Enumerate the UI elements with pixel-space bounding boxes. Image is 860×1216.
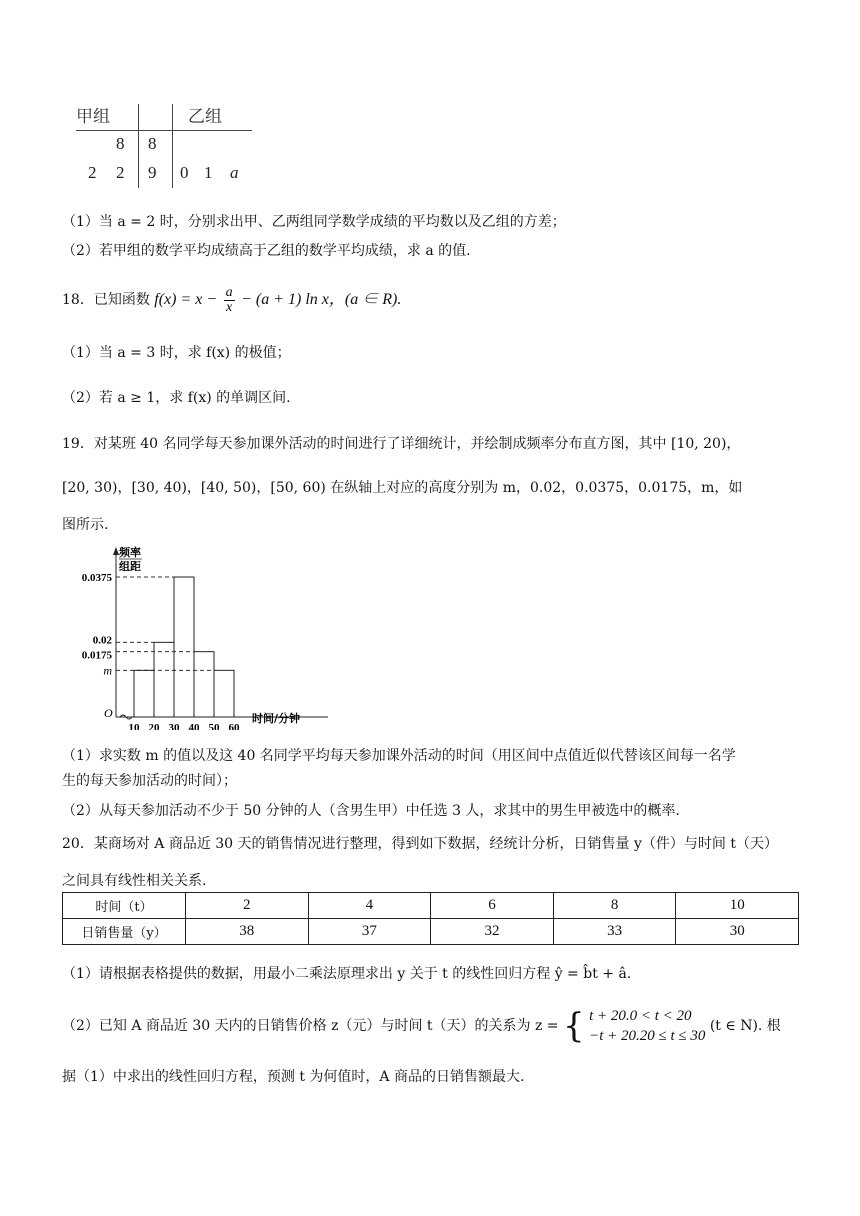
stem-leaf-leaf: 2: [116, 163, 125, 182]
q18-fraction-denominator: x: [226, 299, 233, 315]
table-cell: 32: [431, 919, 554, 945]
stem-leaf-header-right: 乙组: [188, 107, 222, 127]
stem-leaf-header-left: 甲组: [76, 107, 110, 127]
histogram-bar: [174, 577, 194, 717]
q17-part2: （2）若甲组的数学平均成绩高于乙组的数学平均成绩，求 a 的值.: [62, 243, 471, 259]
table-cell: 8: [553, 893, 676, 919]
x-tick-label: 30: [168, 722, 180, 730]
q18-stem: [62, 283, 401, 317]
x-tick-label: 50: [208, 722, 220, 730]
q19-line1: 19．对某班 40 名同学每天参加课外活动的时间进行了详细统计，并绘制成频率分布直方图，其中 [10, 20)，: [62, 436, 741, 452]
histogram-bar: [154, 642, 174, 717]
table-cell: 33: [553, 919, 676, 945]
q20-part2-text: （2）已知 A 商品近 30 天内的日销售价格 z（元）与时间 t（天）的关系为 z =: [62, 1018, 559, 1034]
q18-function-rest: − (a + 1) ln x，(a ∈ R).: [241, 291, 402, 308]
stem-leaf-leaf: 8: [116, 134, 125, 153]
table-header-sales: 日销售量（y）: [63, 919, 186, 945]
piecewise-brace: {: [563, 1006, 585, 1046]
y-tick-label: 0.0175: [81, 649, 112, 662]
stem-leaf-divider-left: [138, 104, 139, 188]
x-tick-label: 40: [188, 722, 200, 730]
table-cell: 10: [676, 893, 799, 919]
q20-line2: 之间具有线性相关关系.: [62, 873, 207, 889]
table-row: [63, 893, 799, 919]
table-cell: 30: [676, 919, 799, 945]
piecewise-cases: [589, 1006, 705, 1046]
q19-line3: 图所示.: [62, 517, 109, 533]
table-cell: 38: [186, 919, 309, 945]
q20-line1: 20．某商场对 A 商品近 30 天的销售情况进行整理，得到如下数据，经统计分析，日销售量 y（件）与时间 t（天）: [62, 836, 778, 852]
stem-leaf-stem: 9: [148, 163, 157, 182]
table-header-time: 时间（t）: [63, 893, 186, 919]
y-tick-label: m: [103, 663, 112, 678]
stem-leaf-leaf: a: [230, 163, 239, 182]
table-row: [63, 919, 799, 945]
y-tick-label: 0.02: [92, 634, 112, 647]
q19-part1-line2: 生的每天参加活动的时间）；: [62, 773, 237, 789]
q20-part1: （1）请根据表格提供的数据，用最小二乘法原理求出 y 关于 t 的线性回归方程 ŷ = b̂t + â.: [62, 966, 632, 982]
stem-leaf-leaf: 2: [88, 163, 97, 182]
x-tick-label: 10: [128, 722, 140, 730]
table-cell: 37: [308, 919, 431, 945]
stem-leaf-leaf: 0: [180, 163, 189, 182]
q19-part1-line1: （1）求实数 m 的值以及这 40 名同学平均每天参加课外活动的时间（用区间中点值近似代替该区间每一名学: [62, 748, 736, 764]
stem-leaf-stem: 8: [148, 134, 157, 153]
x-tick-label: 60: [228, 722, 240, 730]
stem-leaf-divider-right: [172, 104, 173, 188]
q18-part2: （2）若 a ≥ 1，求 f(x) 的单调区间.: [62, 390, 291, 406]
x-axis-label: 时间/分钟: [252, 712, 301, 725]
q20-part2: [62, 1004, 781, 1048]
y-label-bottom: 组距: [119, 560, 141, 573]
table-cell: 6: [431, 893, 554, 919]
q18-part1: （1）当 a = 3 时，求 f(x) 的极值；: [62, 345, 291, 361]
q17-part1: （1）当 a = 2 时，分别求出甲、乙两组同学数学成绩的平均数以及乙组的方差；: [62, 214, 566, 230]
piecewise-case-1: t + 20.0 < t < 20: [589, 1008, 692, 1024]
q18-function-lhs: f(x) = x −: [154, 291, 218, 308]
q20-part2-continued: 据（1）中求出的线性回归方程，预测 t 为何值时，A 商品的日销售额最大.: [62, 1069, 525, 1085]
origin-label: O: [104, 706, 113, 720]
histogram-bar: [194, 652, 214, 717]
sales-table: [62, 892, 799, 945]
q18-fraction: [224, 286, 235, 315]
y-label-top: 频率: [119, 546, 141, 559]
histogram-bar: [134, 670, 154, 717]
q19-part2: （2）从每天参加活动不少于 50 分钟的人（含男生甲）中任选 3 人，求其中的男生甲被选中的概率.: [62, 803, 680, 819]
q18-intro: 18．已知函数: [62, 292, 150, 308]
piecewise-case-2: −t + 20.20 ≤ t ≤ 30: [589, 1028, 706, 1044]
q18-fraction-numerator: a: [225, 284, 233, 300]
histogram-chart: [66, 545, 346, 730]
x-tick-label: 20: [148, 722, 160, 730]
y-tick-label: 0.0375: [81, 572, 112, 584]
q20-part2-text-end: (t ∈ N). 根: [709, 1018, 781, 1034]
stem-leaf-header-line: [76, 130, 252, 131]
stem-leaf-plot: [76, 100, 256, 190]
stem-leaf-leaf: 1: [204, 163, 213, 182]
table-cell: 4: [308, 893, 431, 919]
table-cell: 2: [186, 893, 309, 919]
q19-line2: [20, 30)，[30, 40)，[40, 50)，[50, 60) 在纵轴上对应的高度分别为 m，0.02，0.0375，0.0175，m，如: [62, 480, 743, 496]
histogram-bar: [214, 670, 234, 717]
